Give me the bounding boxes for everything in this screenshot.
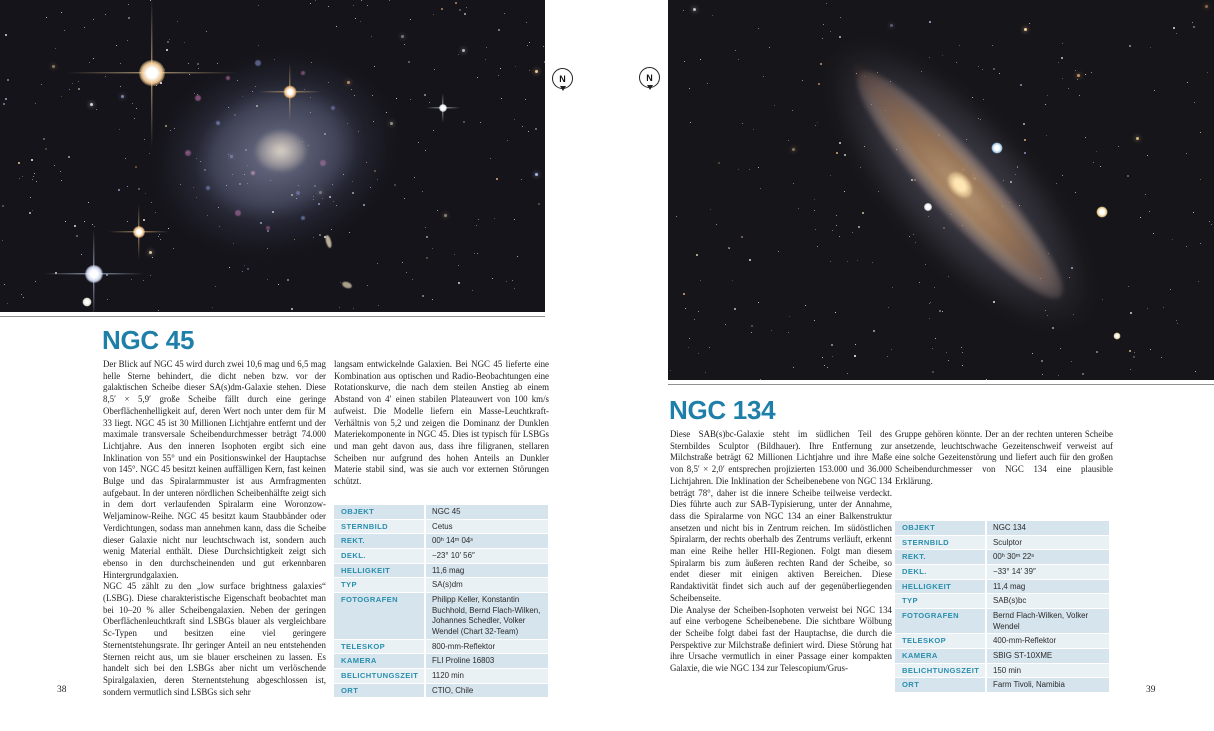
table-row-label: DEKL.	[895, 565, 985, 579]
galaxy-core	[255, 130, 307, 172]
table-row	[334, 520, 548, 534]
table-row-label: OBJEKT	[334, 505, 424, 519]
table-row	[895, 580, 1109, 594]
compass-label: N	[646, 72, 653, 83]
table-row-label: TYP	[895, 594, 985, 608]
north-compass-icon	[552, 68, 573, 89]
bright-star-icon	[258, 63, 322, 121]
page-title-ngc134: NGC 134	[669, 395, 776, 425]
right-page-column-2	[895, 429, 1113, 488]
table-row	[334, 578, 548, 592]
table-row-value: SA(s)dm	[426, 578, 548, 592]
table-row-label: TELESKOP	[334, 640, 424, 654]
bright-star-icon	[83, 298, 92, 307]
table-row-label: BELICHTUNGSZEIT	[334, 669, 424, 683]
compass-label: N	[559, 73, 566, 84]
table-row-value: Philipp Keller, Konstantin Buchhold, Bernd Flach-Wilken, Johannes Schedler, Volker Wendel (Chart 32-Team)	[426, 593, 548, 639]
table-row-label: HELLIGKEIT	[895, 580, 985, 594]
page-title-ngc45: NGC 45	[102, 325, 195, 355]
bright-star-icon	[426, 93, 460, 123]
right-page-column-1	[670, 429, 892, 675]
table-row-value: 11,4 mag	[987, 580, 1109, 594]
ngc45-photo	[0, 0, 545, 312]
table-row-value: 1120 min	[426, 669, 548, 683]
table-row-value: −23° 10′ 56″	[426, 549, 548, 563]
table-row-value: 00ʰ 14ᵐ 04ˢ	[426, 534, 548, 548]
table-row-value: Cetus	[426, 520, 548, 534]
table-row	[895, 536, 1109, 550]
body-paragraph: Diese SAB(s)bc-Galaxie steht im südlichen Teil des Sternbildes Sculptor (Bildhauer). Ihre Entfernung zur Milchstraße beträgt 62 Millionen Lichtjahre und ihre Maße von 8,5′ × 2,0′ entsprechen projizierten 153.000 und 36.000 Lichtjahren. Die Inklination der Scheibenebene von NGC 134 beträgt 78°, daher ist die innere Scheibe teilweise verdeckt. Dies führte auch zur SAB-Typisierung, unter der Annahme, dass die Spiralarme von NGC 134 an einer Balkenstruktur ansetzen und nicht bis in Zentrum reichen. Im südöstlichen Spiralarm, der rechts oberhalb des Zentrums verläuft, erkennt man eine Reihe heller HII-Regionen. Folgt man diesem Spiralarm bis zum äußeren rechten Rand der Scheibe, so endet dieser mit einigen aktiven Bereichen. Diese Randaktivität findet sich auch auf der gegenüberliegenden Scheibenseite.	[670, 429, 892, 603]
bright-star-icon	[1097, 207, 1108, 218]
table-row-label: FOTOGRAFEN	[334, 593, 424, 639]
left-page-column-2	[334, 359, 549, 488]
table-row-value: CTIO, Chile	[426, 684, 548, 698]
table-row	[334, 684, 548, 698]
body-paragraph: Die Analyse der Scheiben-Isophoten verweist bei NGC 134 auf eine verbogene Scheibenebene. Die sichtbare Wölbung der Scheibe folgt dabei fast der Hauptachse, die durch die Perspektive zur Milchstraße definiert wird. Diese Störung hat ihre Ursache vermutlich in einer Passage einer kompakten Galaxie, die wie NGC 134 zur Telescopium/Grus-	[670, 604, 892, 674]
left-page-column-1	[103, 359, 326, 698]
bright-star-icon	[109, 205, 169, 259]
table-row-value: SBIG ST-10XME	[987, 649, 1109, 663]
table-row-label: KAMERA	[334, 654, 424, 668]
page-number-right: 39	[1146, 685, 1156, 695]
table-row-value: Bernd Flach-Wilken, Volker Wendel	[987, 609, 1109, 633]
photo-rule-right	[668, 384, 1214, 385]
table-row-value: Farm Tivoli, Namibia	[987, 678, 1109, 692]
table-row-value: 150 min	[987, 664, 1109, 678]
table-row	[895, 550, 1109, 564]
table-row	[334, 640, 548, 654]
table-row-value: −33° 14′ 39″	[987, 565, 1109, 579]
table-row-value: NGC 134	[987, 521, 1109, 535]
table-row-label: ORT	[895, 678, 985, 692]
table-row	[895, 594, 1109, 608]
table-row-label: DEKL.	[334, 549, 424, 563]
table-row	[895, 634, 1109, 648]
table-row-value: 800-mm-Reflektor	[426, 640, 548, 654]
body-paragraph: langsam entwickelnde Galaxien. Bei NGC 45 lieferte eine Kombination aus optischen und Radio-Beobachtungen eine Rotationskurve, die nach dem steilen Anstieg ab einem Abstand von 4′ einen stabilen Plateauwert von 100 km/s aufweist. Die Modelle liefern ein Masse-Leuchtkraft-Verhältnis von 5,2 und zeigen die Dominanz der Dunklen Materiekomponente in NGC 45. Dies ist typisch für LSBGs und man geht davon aus, dass ihre filigranen, stellaren Scheiben nur aufgrund des hohen Anteils an Dunkler Materie stabil sind, was sie auch vor externen Störungen schützt.	[334, 359, 549, 487]
bright-star-icon	[924, 203, 932, 211]
table-row-value: 00ʰ 30ᵐ 22ˢ	[987, 550, 1109, 564]
north-compass-icon	[639, 67, 660, 88]
body-paragraph: NGC 45 zählt zu den „low surface brightness galaxies“ (LSBG). Diese charakteristische Eigenschaft beobachtet man bei 10–20 % aller Scheibengalaxien. Neben der geringen Oberflächenleuchtkraft sind LSBGs blauer als vergleichbare Sc-Typen und besitzen eine viel geringere Sternentstehungsrate. Ihr geringer Anteil an neu entstehenden Sternen reicht aus, um sie blauer erscheinen zu lassen. Es handelt sich bei den LSBGs aber nicht um verlöschende Spiralgalaxien, deren Sternentstehung abgeschlossen ist, sondern vermutlich sind LSBGs sich sehr	[103, 581, 326, 697]
bright-star-icon	[992, 143, 1003, 154]
ngc134-photo	[668, 0, 1214, 380]
table-row	[895, 664, 1109, 678]
table-row	[334, 654, 548, 668]
table-row	[334, 549, 548, 563]
table-row-label: BELICHTUNGSZEIT	[895, 664, 985, 678]
body-paragraph: Der Blick auf NGC 45 wird durch zwei 10,6 mag und 6,5 mag helle Sterne behindert, die dicht neben bzw. vor der galaktischen Scheibe dieser SA(s)dm-Galaxie stehen. Diese 8,5′ × 5,9′ große Scheibe fällt durch eine geringe Oberflächenhelligkeit auf, deren Wert noch unter dem für M 33 liegt. NGC 45 ist 30 Millionen Lichtjahre entfernt und der maximale transversale Scheibendurchmesser beträgt 74.000 Lichtjahre. Aus den inneren Isophoten ergibt sich eine Inklination von 55° und ein Positionswinkel der Hauptachse von 145°. NGC 45 besitzt keinen auffälligen Kern, fast keinen Bulge und das Spiralarmmuster ist aus Armfragmenten aufgebaut. In der unteren nördlichen Scheibenhälfte zeigt sich in dem dort verlaufenden Spiralarm eine Woronzow-Weljaminow-Reihe. NGC 45 besitzt kaum Staubbänder oder Verdichtungen, sodass man annehmen kann, dass die Scheibe dieser Galaxie nicht nur leuchtschwach ist, sondern auch wenig Material enthält. Diese Durchsichtigkeit zeigt sich ebenso in den durchscheinenden und gut erkennbaren Hintergrundgalaxien.	[103, 359, 326, 580]
bright-star-icon	[67, 0, 237, 148]
table-row	[334, 669, 548, 683]
table-row-value: 11,6 mag	[426, 564, 548, 578]
table-row-label: FOTOGRAFEN	[895, 609, 985, 633]
table-row-label: KAMERA	[895, 649, 985, 663]
table-row-label: OBJEKT	[895, 521, 985, 535]
table-row-label: TELESKOP	[895, 634, 985, 648]
table-row-label: REKT.	[895, 550, 985, 564]
bright-star-icon	[1114, 333, 1121, 340]
table-row-label: ORT	[334, 684, 424, 698]
table-row-label: STERNBILD	[334, 520, 424, 534]
table-row-value: 400-mm-Reflektor	[987, 634, 1109, 648]
table-row-label: STERNBILD	[895, 536, 985, 550]
photo-rule-left	[0, 316, 545, 317]
table-row	[895, 649, 1109, 663]
table-row	[334, 593, 548, 639]
page-number-left: 38	[57, 685, 67, 695]
table-row	[895, 678, 1109, 692]
table-row	[334, 564, 548, 578]
table-row	[895, 609, 1109, 633]
table-row	[895, 521, 1109, 535]
table-row-label: REKT.	[334, 534, 424, 548]
table-row-value: FLI Proline 16803	[426, 654, 548, 668]
ngc134-data-table	[895, 521, 1109, 693]
ngc45-data-table	[334, 505, 548, 698]
body-paragraph: Gruppe gehören könnte. Der an der rechten unteren Scheibe ansetzende, leuchtschwache Gezeitenschweif verweist auf eine solche Gezeitenstörung und liefert auch für den großen Scheibendurchmesser von NGC 134 eine plausible Erklärung.	[895, 429, 1113, 486]
table-row-value: SAB(s)bc	[987, 594, 1109, 608]
table-row	[334, 505, 548, 519]
table-row	[895, 565, 1109, 579]
galaxy-hii-knots	[0, 0, 4, 4]
table-row-value: Sculptor	[987, 536, 1109, 550]
table-row	[334, 534, 548, 548]
table-row-label: HELLIGKEIT	[334, 564, 424, 578]
table-row-value: NGC 45	[426, 505, 548, 519]
table-row-label: TYP	[334, 578, 424, 592]
